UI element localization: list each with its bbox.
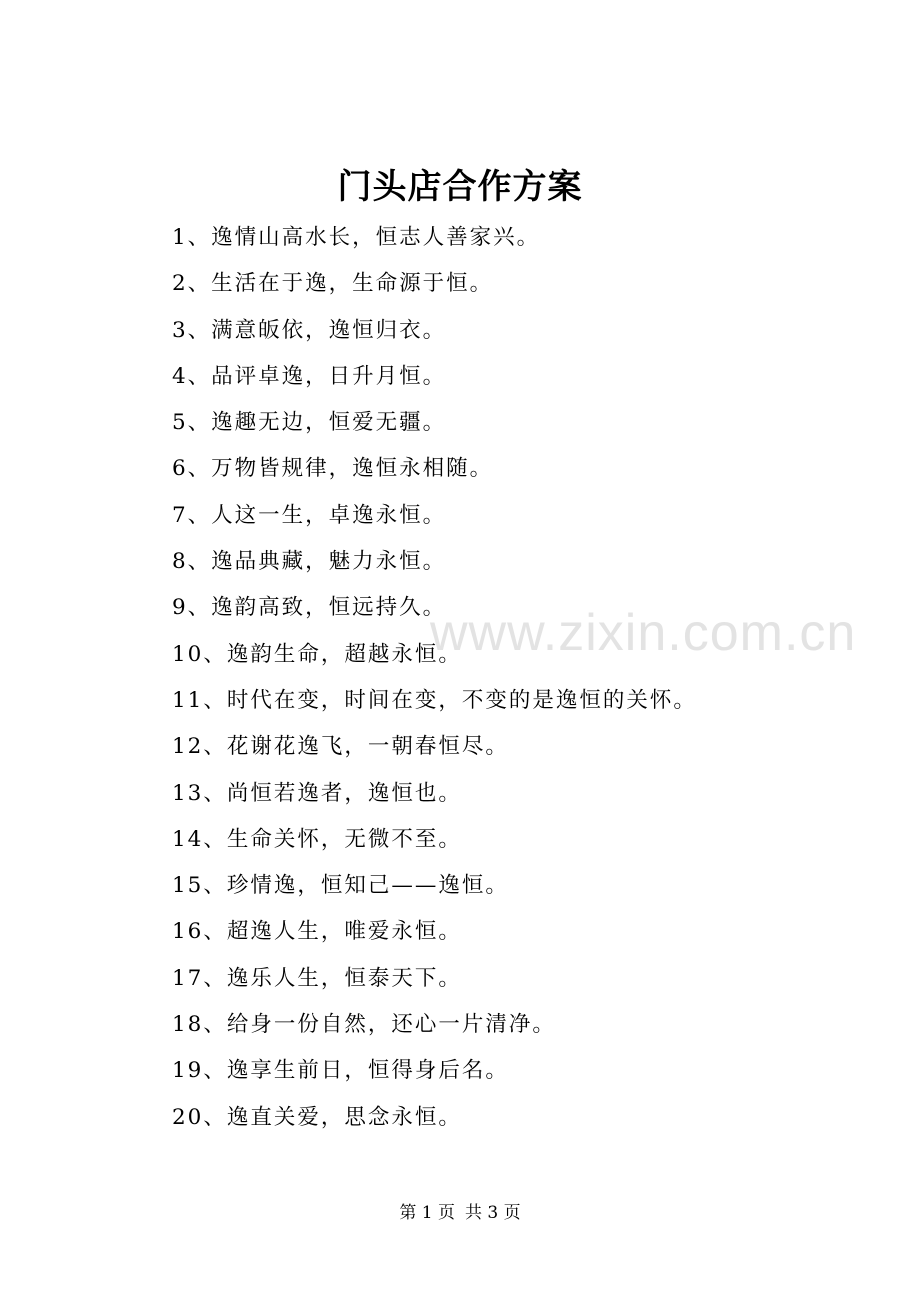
list-item: 2、生活在于逸，生命源于恒。 — [172, 271, 494, 297]
document-title: 门头店合作方案 — [337, 167, 583, 207]
list-item: 13、尚恒若逸者，逸恒也。 — [172, 780, 462, 806]
list-item: 12、花谢花逸飞，一朝春恒尽。 — [172, 734, 509, 760]
list-item: 9、逸韵高致，恒远持久。 — [172, 595, 447, 621]
list-item: 1、逸情山高水长，恒志人善家兴。 — [172, 225, 541, 250]
page-footer — [0, 1198, 920, 1228]
list-item: 3、满意皈依，逸恒归衣。 — [172, 317, 447, 343]
list-item: 5、逸趣无边，恒爱无疆。 — [172, 410, 447, 436]
list-item: 18、给身一份自然，还心一片清净。 — [172, 1012, 556, 1038]
page-number: 第 1 页 — [399, 1203, 455, 1223]
list-item: 16、超逸人生，唯爱永恒。 — [172, 919, 462, 945]
list-item: 4、品评卓逸，日升月恒。 — [172, 363, 447, 389]
watermark: www.zixin.com.cn — [430, 604, 857, 662]
list-item: 10、逸韵生命，超越永恒。 — [172, 641, 462, 667]
list-item: 8、逸品典藏，魅力永恒。 — [172, 549, 447, 575]
list-item: 14、生命关怀，无微不至。 — [172, 826, 462, 852]
page-total: 共 3 页 — [465, 1203, 521, 1223]
list-item: 15、珍情逸，恒知己——逸恒。 — [172, 873, 509, 899]
list-item: 20、逸直关爱，思念永恒。 — [172, 1104, 462, 1130]
slogan-list — [172, 215, 872, 1141]
list-item: 19、逸享生前日，恒得身后名。 — [172, 1058, 509, 1084]
list-item: 17、逸乐人生，恒泰天下。 — [172, 965, 462, 991]
list-item: 7、人这一生，卓逸永恒。 — [172, 502, 447, 528]
list-item: 6、万物皆规律，逸恒永相随。 — [172, 456, 494, 482]
list-item: 11、时代在变，时间在变，不变的是逸恒的关怀。 — [172, 687, 697, 713]
